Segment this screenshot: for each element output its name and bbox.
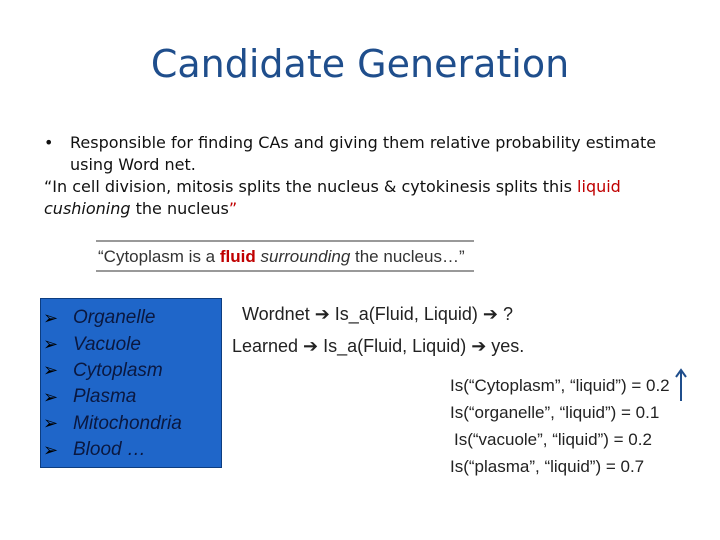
- bullet-text: Responsible for finding CAs and giving them relative probability estimate using Word net.: [70, 133, 657, 174]
- quote-part3: the nucleus: [130, 199, 229, 218]
- score-list: [450, 372, 670, 480]
- list-item: [41, 358, 221, 384]
- example-quote: [44, 176, 684, 220]
- list-item: [41, 305, 221, 331]
- candidate-list: [40, 298, 222, 468]
- arrow-bullet-icon: ➢: [43, 413, 59, 434]
- arrow-bullet-icon: ➢: [43, 334, 59, 355]
- quote-close-mark: ”: [228, 199, 238, 218]
- candidate-label: Vacuole: [73, 333, 141, 355]
- candidate-label: Blood …: [73, 439, 146, 461]
- list-item: [41, 437, 221, 463]
- arrow-bullet-icon: ➢: [43, 360, 59, 381]
- arrow-bullet-icon: ➢: [43, 439, 59, 460]
- slide-title: Candidate Generation: [150, 42, 570, 86]
- bullet-symbol: •: [44, 133, 54, 152]
- learned-relation: Learned ➔ Is_a(Fluid, Liquid) ➔ yes.: [232, 336, 525, 356]
- callout-before: “Cytoplasm is a: [98, 247, 220, 266]
- quote-highlight-liquid: liquid: [577, 177, 621, 196]
- up-arrow-icon: [674, 368, 688, 402]
- callout-after: the nucleus…”: [350, 247, 465, 266]
- score-line: Is(“vacuole”, “liquid”) = 0.2: [454, 430, 652, 449]
- candidate-label: Mitochondria: [73, 412, 182, 434]
- quote-part1: “In cell division, mitosis splits the nucleus & cytokinesis splits this: [44, 177, 578, 196]
- list-item: [41, 384, 221, 410]
- candidate-label: Plasma: [73, 386, 137, 408]
- callout-highlight-fluid: fluid: [219, 247, 256, 266]
- callout-surrounding: surrounding: [260, 247, 351, 266]
- candidate-label: Organelle: [73, 307, 156, 329]
- candidate-label: Cytoplasm: [73, 359, 163, 381]
- context-callout: [96, 240, 474, 272]
- list-item: [41, 411, 221, 437]
- score-line: Is(“Cytoplasm”, “liquid”) = 0.2: [450, 376, 670, 395]
- arrow-bullet-icon: ➢: [43, 386, 59, 407]
- bullet-point: [44, 132, 684, 176]
- arrow-bullet-icon: ➢: [43, 307, 59, 328]
- wordnet-relation: Wordnet ➔ Is_a(Fluid, Liquid) ➔ ?: [242, 304, 513, 324]
- score-line: Is(“organelle”, “liquid”) = 0.1: [450, 403, 660, 422]
- list-item: [41, 331, 221, 357]
- quote-cushioning: cushioning: [44, 199, 131, 218]
- score-line: Is(“plasma”, “liquid”) = 0.7: [450, 457, 645, 476]
- slide-body: [44, 132, 684, 220]
